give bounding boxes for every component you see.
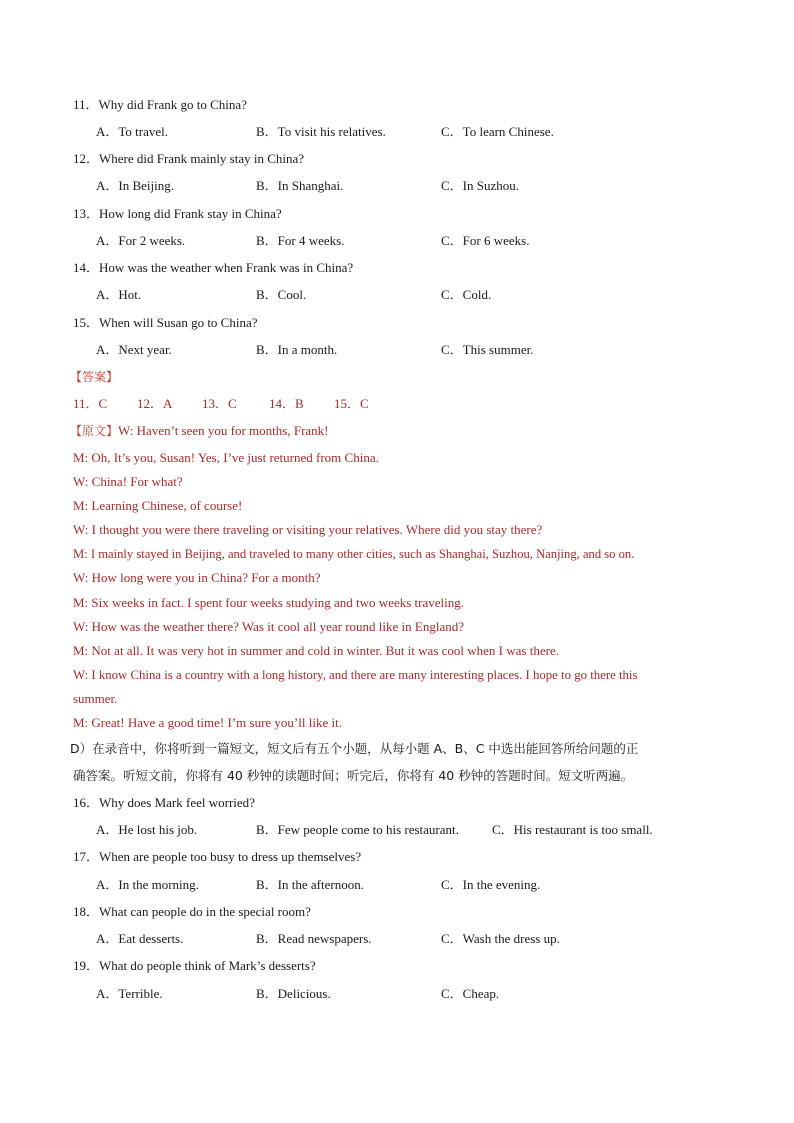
transcript-line: W: How long were you in China? For a month?: [73, 570, 321, 585]
option-b: B．For 4 weeks.: [256, 233, 345, 248]
answer-11: 11．C: [73, 396, 108, 411]
question-16: 16．Why does Mark feel worried?: [73, 795, 255, 810]
section-d-instruction: D）在录音中，你将听到一篇短文，短文后有五个小题，从每小题 A、B、C 中选出能回答所给问题的正: [70, 741, 639, 756]
option-a: A．Hot.: [96, 287, 142, 302]
option-b: B．Few people come to his restaurant.: [256, 822, 459, 837]
options-18: [0, 931, 794, 947]
options-15: [0, 342, 794, 358]
option-b: B．Cool.: [256, 287, 307, 302]
question-15: 15．When will Susan go to China?: [73, 315, 258, 330]
question-19: 19．What do people think of Mark’s desserts?: [73, 958, 316, 973]
transcript-line: W: I know China is a country with a long history, and there are many interesting places. I hope to go there this: [73, 668, 638, 682]
option-a: A．For 2 weeks.: [96, 233, 186, 248]
answer-label: 【答案】: [70, 370, 119, 384]
option-c: C．In the evening.: [441, 877, 541, 892]
section-d-instruction: 确答案。听短文前，你将有 40 秒钟的读题时间；听完后，你将有 40 秒钟的答题时间。短文听两遍。: [73, 768, 634, 783]
transcript-first-line: [70, 423, 329, 439]
question-17: 17．When are people too busy to dress up themselves?: [73, 849, 362, 864]
option-b: B．To visit his relatives.: [256, 124, 386, 139]
option-c: C．For 6 weeks.: [441, 233, 530, 248]
option-c: C．This summer.: [441, 342, 534, 357]
option-b: B．In the afternoon.: [256, 877, 364, 892]
question-14: 14．How was the weather when Frank was in China?: [73, 260, 354, 275]
transcript-line: W: I thought you were there traveling or visiting your relatives. Where did you stay there?: [73, 522, 543, 537]
transcript-line: summer.: [73, 691, 118, 706]
question-18: 18．What can people do in the special room?: [73, 904, 311, 919]
options-11: [0, 124, 794, 140]
transcript-line: W: Haven’t seen you for months, Frank!: [118, 423, 329, 438]
option-c: C．In Suzhou.: [441, 178, 520, 193]
option-a: A．To travel.: [96, 124, 169, 139]
transcript-line: M: Not at all. It was very hot in summer and cold in winter. But it was cool when I was there.: [73, 643, 559, 658]
answer-15: 15．C: [334, 396, 369, 411]
option-b: B．In Shanghai.: [256, 178, 344, 193]
options-19: [0, 986, 794, 1002]
option-b: B．Read newspapers.: [256, 931, 372, 946]
answer-14: 14．B: [269, 396, 304, 411]
transcript-line: M: Great! Have a good time! I’m sure you’ll like it.: [73, 715, 342, 730]
answer-13: 13．C: [202, 396, 237, 411]
transcript-line: W: China! For what?: [73, 474, 183, 489]
option-c: C．Cold.: [441, 287, 492, 302]
option-c: C．Wash the dress up.: [441, 931, 560, 946]
option-a: A．Eat desserts.: [96, 931, 184, 946]
options-16: [0, 822, 794, 838]
transcript-line: W: How was the weather there? Was it cool all year round like in England?: [73, 619, 464, 634]
transcript-line: M: Oh, It’s you, Susan! Yes, I’ve just returned from China.: [73, 450, 379, 465]
option-a: A．In the morning.: [96, 877, 199, 892]
question-13: 13．How long did Frank stay in China?: [73, 206, 282, 221]
option-c: C．To learn Chinese.: [441, 124, 554, 139]
option-c: C．Cheap.: [441, 986, 500, 1001]
question-11: 11．Why did Frank go to China?: [73, 97, 247, 112]
question-12: 12．Where did Frank mainly stay in China?: [73, 151, 305, 166]
option-a: A．He lost his job.: [96, 822, 198, 837]
transcript-line: M: Learning Chinese, of course!: [73, 498, 243, 513]
transcript-label: 【原文】: [70, 424, 119, 438]
options-12: [0, 178, 794, 194]
transcript-line: M: Six weeks in fact. I spent four weeks studying and two weeks traveling.: [73, 595, 465, 610]
options-14: [0, 287, 794, 303]
option-a: A．In Beijing.: [96, 178, 174, 193]
options-13: [0, 233, 794, 249]
answers-row: [0, 396, 794, 412]
option-a: A．Terrible.: [96, 986, 163, 1001]
answer-12: 12．A: [137, 396, 173, 411]
transcript-line: M: I mainly stayed in Beijing, and traveled to many other cities, such as Shanghai, Suzhou, Nanjing, and so on.: [73, 547, 635, 561]
option-b: B．Delicious.: [256, 986, 331, 1001]
option-a: A．Next year.: [96, 342, 172, 357]
options-17: [0, 877, 794, 893]
option-c: C．His restaurant is too small.: [492, 822, 653, 837]
option-b: B．In a month.: [256, 342, 338, 357]
